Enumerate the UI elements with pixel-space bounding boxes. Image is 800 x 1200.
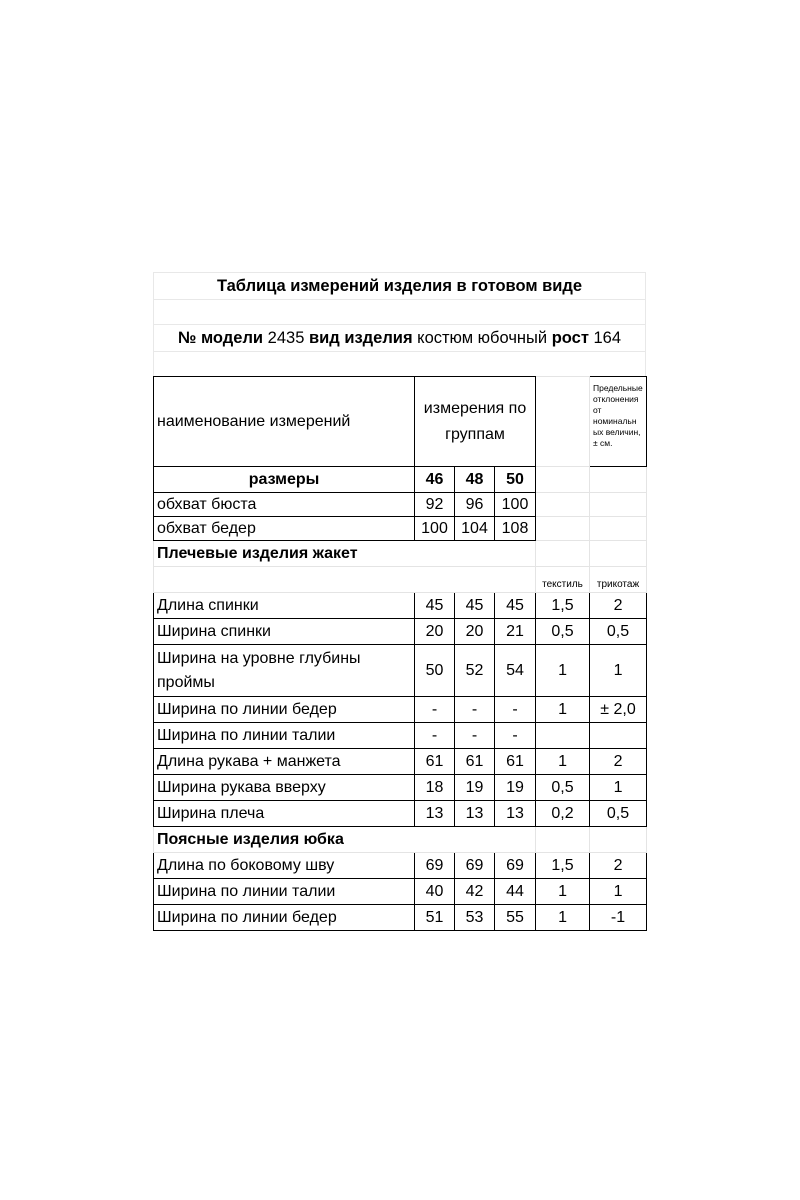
row-value: - bbox=[455, 723, 495, 749]
row-value: 61 bbox=[455, 749, 495, 775]
row-label: Ширина плеча bbox=[154, 801, 415, 827]
row-value: 40 bbox=[415, 879, 455, 905]
row-tol-textile: 0,2 bbox=[536, 801, 590, 827]
spacer-row bbox=[153, 351, 646, 376]
row-value: 13 bbox=[455, 801, 495, 827]
row-tol-knit: 0,5 bbox=[590, 619, 647, 645]
row-tol-textile: 1 bbox=[536, 749, 590, 775]
row-tol-knit: 1 bbox=[590, 645, 647, 697]
row-value: 55 bbox=[495, 905, 536, 931]
empty-cell bbox=[536, 517, 590, 541]
row-tol-knit: 0,5 bbox=[590, 801, 647, 827]
table-row bbox=[154, 645, 647, 697]
section-skirt: Поясные изделия юбка bbox=[154, 827, 536, 853]
table-row bbox=[154, 697, 647, 723]
row-value: 13 bbox=[415, 801, 455, 827]
table-row bbox=[154, 879, 647, 905]
table-row bbox=[154, 619, 647, 645]
row-label: Ширина на уровне глубины проймы bbox=[154, 645, 415, 697]
tolerance-subheader-row bbox=[154, 567, 647, 593]
row-value: 53 bbox=[455, 905, 495, 931]
empty-cell bbox=[536, 541, 590, 567]
table-row bbox=[154, 775, 647, 801]
empty-cell bbox=[590, 541, 647, 567]
section-jacket: Плечевые изделия жакет bbox=[154, 541, 536, 567]
header-row bbox=[154, 377, 647, 467]
row-value: 42 bbox=[455, 879, 495, 905]
row-value: 44 bbox=[495, 879, 536, 905]
row-tol-textile: 0,5 bbox=[536, 775, 590, 801]
height-label: рост bbox=[551, 329, 589, 347]
table-row bbox=[154, 905, 647, 931]
row-tol-knit: 1 bbox=[590, 879, 647, 905]
height-value: 164 bbox=[593, 329, 622, 347]
row-value: 13 bbox=[495, 801, 536, 827]
type-value: костюм юбочный bbox=[417, 329, 548, 347]
table-row bbox=[154, 493, 647, 517]
row-value: 20 bbox=[415, 619, 455, 645]
row-tol-textile: 1 bbox=[536, 645, 590, 697]
row-tol-textile: 1 bbox=[536, 905, 590, 931]
header-tolerance: Предельные отклонения от номинальн ых величин, ± см. bbox=[590, 377, 647, 467]
empty-cell bbox=[536, 827, 590, 853]
sizes-row bbox=[154, 467, 647, 493]
row-tol-knit: 2 bbox=[590, 749, 647, 775]
row-value: 69 bbox=[415, 853, 455, 879]
row-value: - bbox=[455, 697, 495, 723]
model-info bbox=[153, 324, 646, 351]
size-50: 50 bbox=[495, 467, 536, 493]
measurement-sheet bbox=[153, 272, 646, 931]
row-value: - bbox=[415, 697, 455, 723]
row-value: 52 bbox=[455, 645, 495, 697]
row-label: Ширина спинки bbox=[154, 619, 415, 645]
row-label: Длина рукава + манжета bbox=[154, 749, 415, 775]
row-value: - bbox=[415, 723, 455, 749]
size-46: 46 bbox=[415, 467, 455, 493]
row-value: 92 bbox=[415, 493, 455, 517]
row-value: 51 bbox=[415, 905, 455, 931]
row-tol-knit: -1 bbox=[590, 905, 647, 931]
tol-textile-header: текстиль bbox=[536, 567, 590, 593]
row-value: 96 bbox=[455, 493, 495, 517]
table-row bbox=[154, 853, 647, 879]
row-label: Длина по боковому шву bbox=[154, 853, 415, 879]
header-name: наименование измерений bbox=[154, 377, 415, 467]
row-tol-textile: 1,5 bbox=[536, 593, 590, 619]
row-value: 69 bbox=[455, 853, 495, 879]
row-label: Ширина по линии бедер bbox=[154, 905, 415, 931]
row-label: Ширина по линии талии bbox=[154, 723, 415, 749]
empty-cell bbox=[536, 493, 590, 517]
empty-cell bbox=[590, 827, 647, 853]
row-label: Ширина по линии талии bbox=[154, 879, 415, 905]
row-value: - bbox=[495, 697, 536, 723]
size-48: 48 bbox=[455, 467, 495, 493]
row-value: 45 bbox=[415, 593, 455, 619]
row-label: Ширина рукава вверху bbox=[154, 775, 415, 801]
table-row bbox=[154, 723, 647, 749]
empty-cell bbox=[154, 567, 536, 593]
row-label: Ширина по линии бедер bbox=[154, 697, 415, 723]
row-value: 19 bbox=[455, 775, 495, 801]
spacer-row bbox=[153, 299, 646, 324]
type-label: вид изделия bbox=[308, 329, 413, 347]
row-value: 104 bbox=[455, 517, 495, 541]
table-row bbox=[154, 801, 647, 827]
row-value: 20 bbox=[455, 619, 495, 645]
row-value: 45 bbox=[455, 593, 495, 619]
row-value: - bbox=[495, 723, 536, 749]
row-value: 45 bbox=[495, 593, 536, 619]
measurement-table bbox=[153, 376, 647, 931]
table-row bbox=[154, 593, 647, 619]
row-value: 18 bbox=[415, 775, 455, 801]
row-value: 19 bbox=[495, 775, 536, 801]
row-tol-textile: 0,5 bbox=[536, 619, 590, 645]
section-row bbox=[154, 541, 647, 567]
row-value: 54 bbox=[495, 645, 536, 697]
row-value: 100 bbox=[495, 493, 536, 517]
row-value: 69 bbox=[495, 853, 536, 879]
row-tol-textile: 1,5 bbox=[536, 853, 590, 879]
tol-knit-header: трикотаж bbox=[590, 567, 647, 593]
row-tol-textile: 1 bbox=[536, 879, 590, 905]
row-label: Длина спинки bbox=[154, 593, 415, 619]
row-value: 50 bbox=[415, 645, 455, 697]
table-row bbox=[154, 749, 647, 775]
row-label: обхват бедер bbox=[154, 517, 415, 541]
row-tol-knit: ± 2,0 bbox=[590, 697, 647, 723]
row-value: 100 bbox=[415, 517, 455, 541]
row-value: 61 bbox=[415, 749, 455, 775]
sizes-label: размеры bbox=[154, 467, 415, 493]
sheet-title: Таблица измерений изделия в готовом виде bbox=[153, 272, 646, 299]
empty-cell bbox=[536, 467, 590, 493]
model-value: 2435 bbox=[267, 329, 305, 347]
row-tol-knit: 2 bbox=[590, 853, 647, 879]
empty-cell bbox=[590, 467, 647, 493]
row-tol-textile bbox=[536, 723, 590, 749]
row-label: обхват бюста bbox=[154, 493, 415, 517]
table-row bbox=[154, 517, 647, 541]
row-value: 21 bbox=[495, 619, 536, 645]
empty-cell bbox=[590, 493, 647, 517]
empty-cell bbox=[536, 377, 590, 467]
row-tol-knit: 2 bbox=[590, 593, 647, 619]
row-value: 108 bbox=[495, 517, 536, 541]
row-tol-textile: 1 bbox=[536, 697, 590, 723]
row-tol-knit: 1 bbox=[590, 775, 647, 801]
section-row bbox=[154, 827, 647, 853]
header-groups: измерения по группам bbox=[415, 377, 536, 467]
row-tol-knit bbox=[590, 723, 647, 749]
model-label: № модели bbox=[177, 329, 264, 347]
row-value: 61 bbox=[495, 749, 536, 775]
empty-cell bbox=[590, 517, 647, 541]
